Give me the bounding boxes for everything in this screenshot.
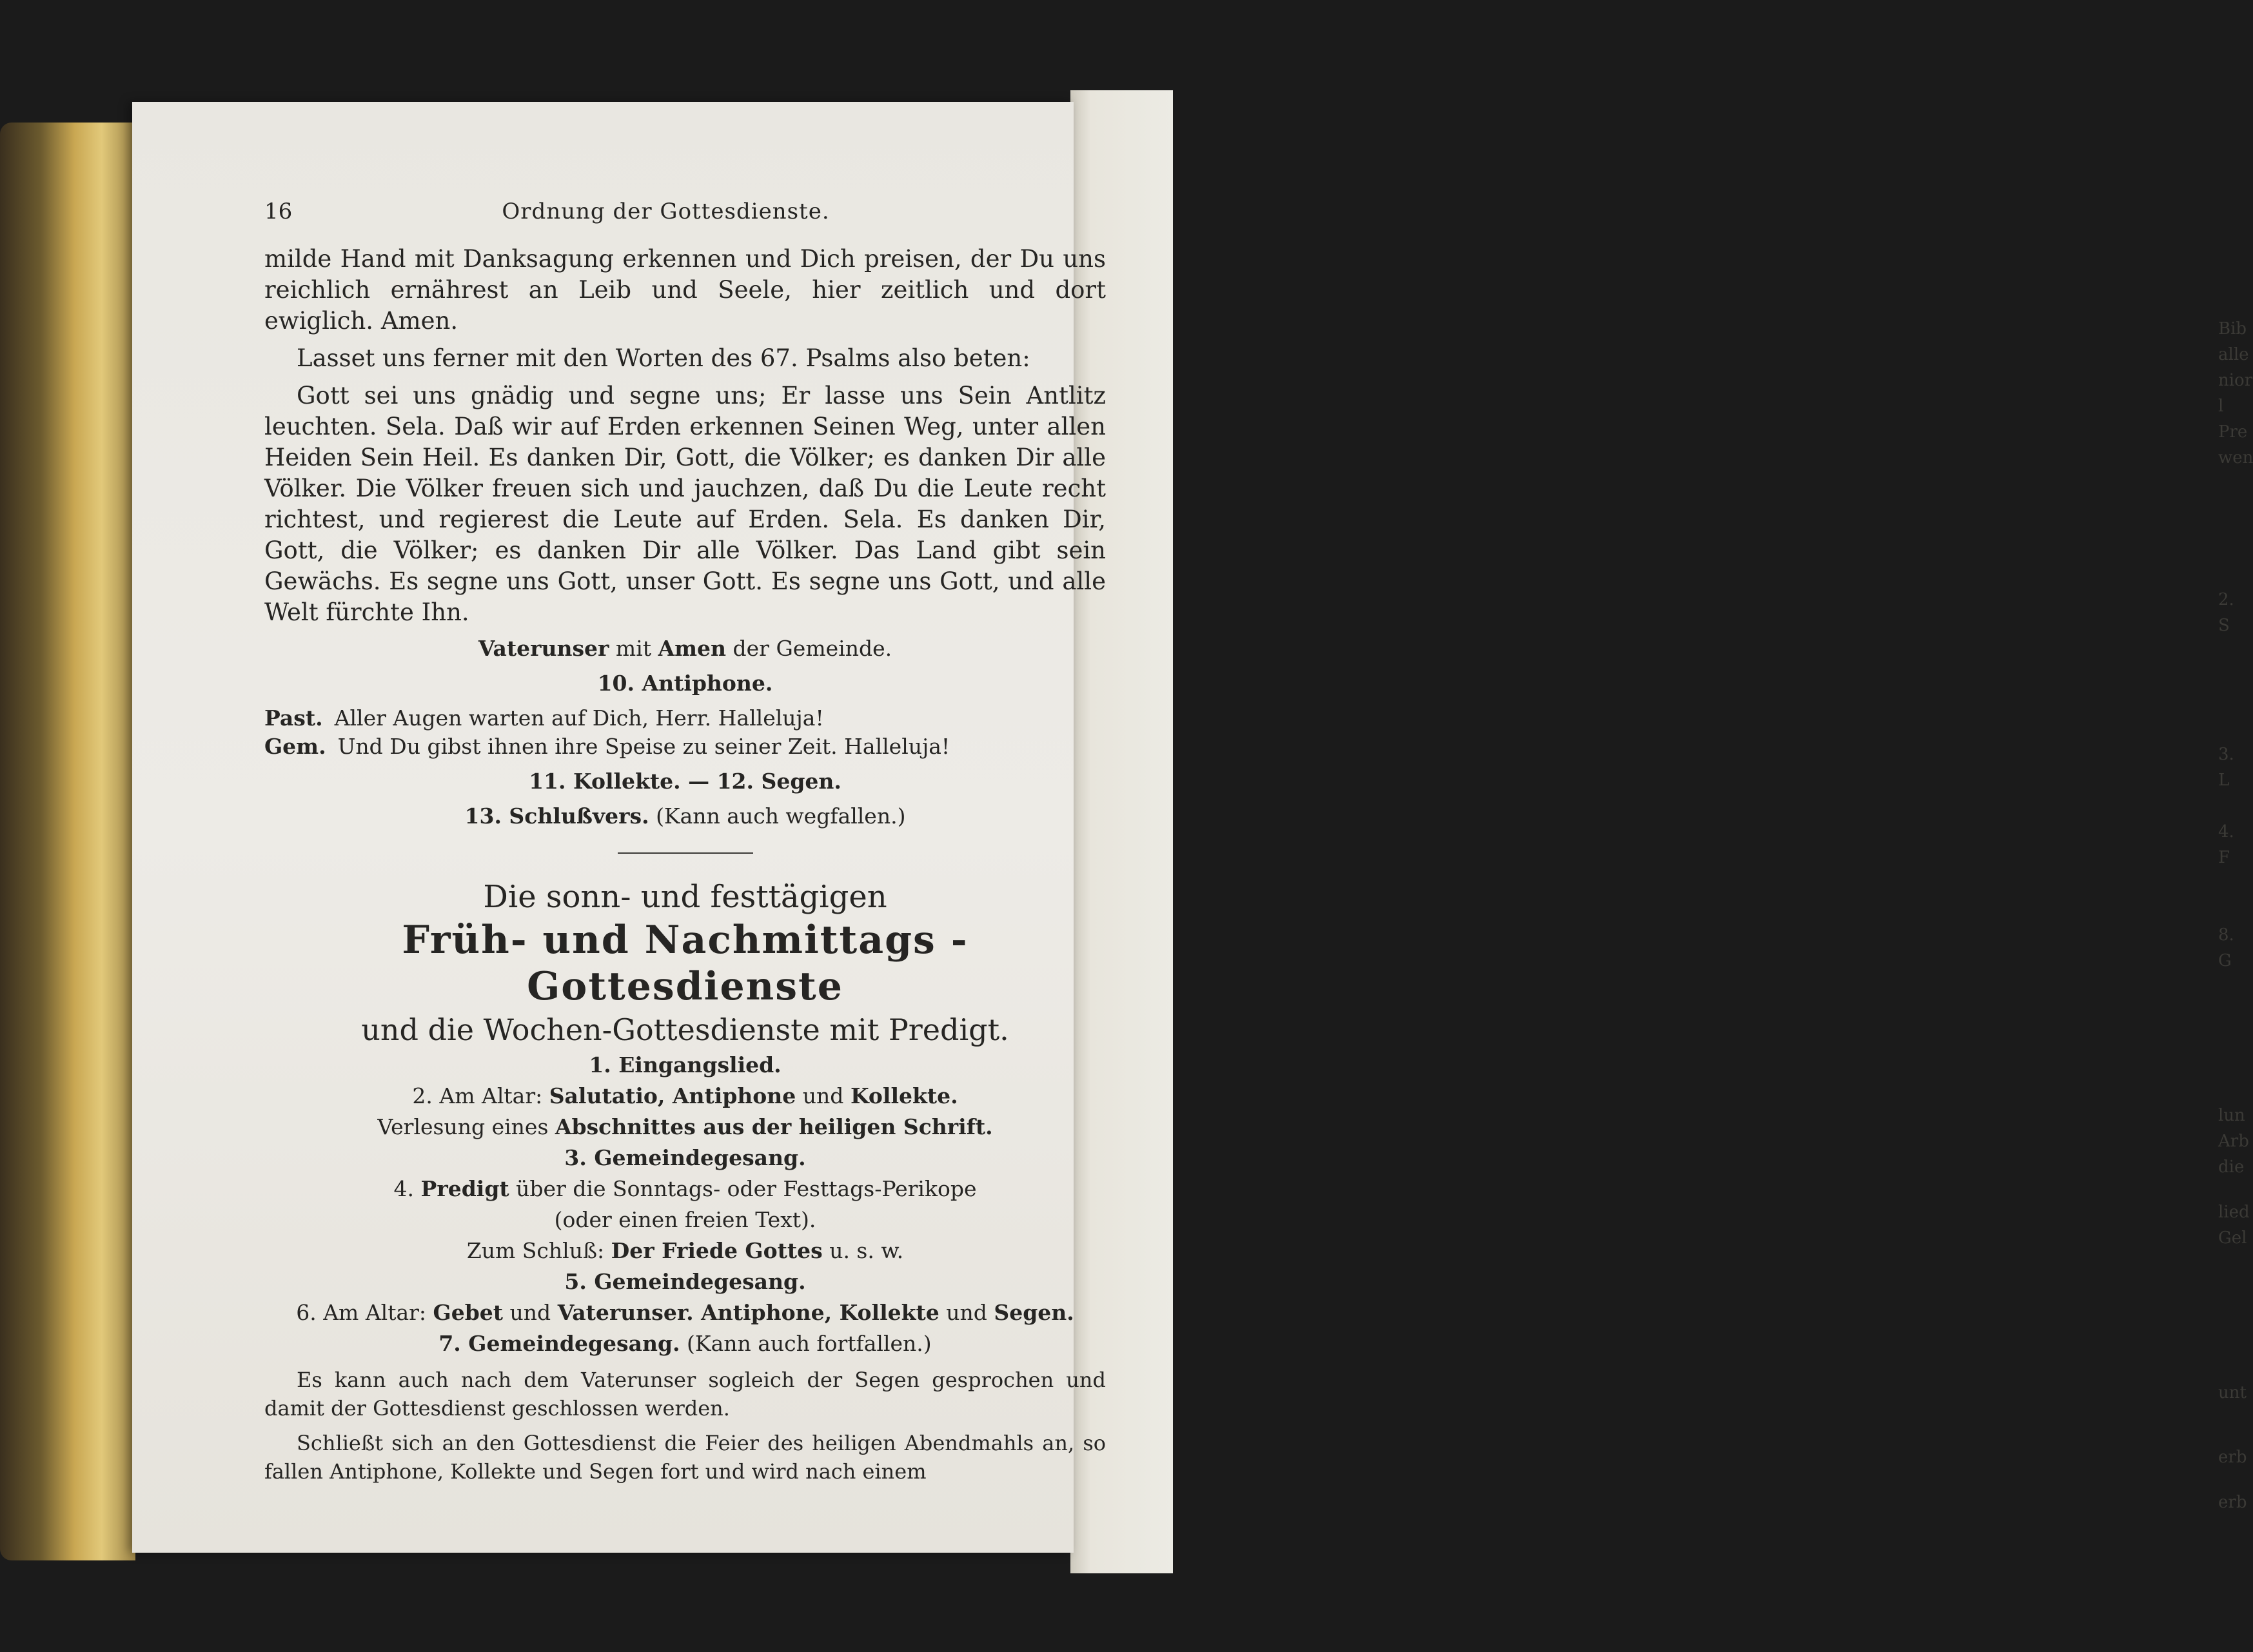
order-item-5: 5. Gemeindegesang. [564, 1269, 806, 1294]
order-item-7-note: (Kann auch fortfallen.) [687, 1331, 932, 1356]
order-item-6-a: Gebet [433, 1300, 504, 1325]
reading-prefix: Verlesung eines [377, 1114, 549, 1139]
facing-fragment: 4. F [2218, 822, 2234, 867]
closing-formula-bold: Der Friede Gottes [611, 1238, 823, 1263]
antiphone-heading: 10. Antiphone. [597, 671, 773, 696]
lords-prayer-label: Vaterunser [478, 636, 609, 661]
lords-prayer-end: der Gemeinde. [733, 636, 892, 661]
section-title-line-3: und die Wochen-Gottesdienste mit Predigt. [361, 1012, 1009, 1047]
order-item-7 [264, 1328, 1106, 1359]
order-item-2-reading [264, 1112, 1106, 1143]
pastor-line [264, 704, 1106, 733]
prayer-closing: milde Hand mit Danksagung erkennen und Dich preisen, der Du uns reichlich ernährest an Leib und Seele, hier zeitlich und dort ewiglich. Amen. [264, 245, 1106, 335]
facing-fragment: lied [2218, 1203, 2250, 1222]
facing-fragment: erb [2218, 1493, 2247, 1512]
order-item-6 [264, 1297, 1106, 1328]
congregation-role: Gem. [264, 734, 326, 759]
lords-prayer-mid: mit [615, 636, 652, 661]
facing-fragment: l [2218, 397, 2224, 416]
reading-text: Abschnittes aus der heiligen Schrift. [555, 1114, 993, 1139]
book-edge [0, 123, 135, 1560]
facing-fragment: unt [2218, 1383, 2247, 1402]
facing-fragment: 2. S [2218, 590, 2234, 635]
facing-page-text [2218, 316, 2253, 1515]
order-item-6-und1: und [509, 1300, 551, 1325]
order-item-3: 3. Gemeindegesang. [564, 1145, 806, 1170]
facing-fragment: die [2218, 1157, 2245, 1177]
order-item-6-c: Segen. [994, 1300, 1074, 1325]
facing-fragment: nior [2218, 371, 2253, 390]
order-item-2-b: Kollekte. [850, 1083, 958, 1108]
congregation-line [264, 733, 1106, 761]
order-item-7-bold: 7. Gemeindegesang. [438, 1331, 680, 1356]
order-item-1: 1. Eingangslied. [589, 1052, 782, 1077]
lords-prayer-amen: Amen [658, 636, 727, 661]
order-item-2-a: Salutatio, Antiphone [549, 1083, 796, 1108]
closing-formula [264, 1235, 1106, 1266]
facing-fragment: alle [2218, 345, 2249, 364]
congregation-text: Und Du gibst ihnen ihre Speise zu seiner Zeit. Halleluja! [337, 734, 950, 759]
closing-formula-prefix: Zum Schluß: [466, 1238, 605, 1263]
section-title-line-2: Früh- und Nachmittags - Gottesdienste [402, 918, 969, 1009]
section-title-line-1: Die sonn- und festtägigen [483, 879, 887, 915]
order-item-4-rest: über die Sonntags- oder Festtags-Perikope [516, 1176, 977, 1201]
page-content [264, 199, 1106, 1486]
facing-fragment: Bib [2218, 319, 2247, 339]
order-item-6-und2: und [946, 1300, 987, 1325]
note-2: Schließt sich an den Gottesdienst die Feier des heiligen Abendmahls an, so fallen Antiphone, Kollekte und Segen fort und wird nach einem [264, 1431, 1106, 1484]
order-item-4 [264, 1174, 1106, 1205]
closing-verse-label: 13. Schlußvers. [464, 803, 649, 829]
note-1: Es kann auch nach dem Vaterunser sogleich der Segen gesprochen und damit der Gottesdienst geschlossen werden. [264, 1368, 1106, 1421]
order-item-4-line2: (oder einen freien Text). [554, 1207, 816, 1232]
order-item-2-und: und [802, 1083, 844, 1108]
psalm-invitation: Lasset uns ferner mit den Worten des 67. Psalms also beten: [297, 344, 1030, 372]
section-divider [618, 852, 753, 854]
facing-fragment: erb [2218, 1448, 2247, 1467]
order-item-2-prefix: 2. Am Altar: [412, 1083, 543, 1108]
page-number: 16 [264, 199, 293, 224]
order-item-4-prefix: 4. [393, 1176, 415, 1201]
lords-prayer-line [264, 634, 1106, 663]
facing-fragment: Pre [2218, 422, 2248, 442]
collect-blessing-line: 11. Kollekte. — 12. Segen. [529, 769, 841, 794]
closing-verse-note: (Kann auch wegfallen.) [656, 803, 906, 829]
pastor-role: Past. [264, 705, 323, 731]
running-head: Ordnung der Gottesdienste. [502, 199, 830, 224]
facing-fragment: 3. L [2218, 745, 2234, 790]
facing-fragment: Arb [2218, 1132, 2249, 1151]
facing-fragment: lun [2218, 1106, 2245, 1125]
closing-formula-rest: u. s. w. [829, 1238, 904, 1263]
order-item-6-b: Vaterunser. Antiphone, Kollekte [557, 1300, 940, 1325]
pastor-text: Aller Augen warten auf Dich, Herr. Halleluja! [334, 705, 824, 731]
book-page [132, 102, 1106, 1553]
order-item-4-bold: Predigt [420, 1176, 509, 1201]
facing-fragment: 8. G [2218, 925, 2234, 970]
order-item-2 [264, 1081, 1106, 1112]
facing-fragment: wen [2218, 448, 2253, 467]
facing-fragment: Gel [2218, 1228, 2247, 1248]
order-item-6-prefix: 6. Am Altar: [296, 1300, 427, 1325]
page-header [264, 199, 1106, 237]
psalm-67-text: Gott sei uns gnädig und segne uns; Er lasse uns Sein Antlitz leuchten. Sela. Daß wir auf Erden erkennen Seinen Weg, unter allen Heiden Sein Heil. Es danken Dir, Gott, die Völker; es danken Dir alle Völker. Die Völker freuen sich und jauchzen, daß Du die Leute recht richtest, und regierest die Leute auf Erden. Sela. Es danken Dir, Gott, die Völker; es danken Dir alle Völker. Das Land gibt sein Gewächs. Es segne uns Gott, unser Gott. Es segne uns Gott, und alle Welt fürchte Ihn. [264, 382, 1106, 626]
closing-verse-line [264, 802, 1106, 831]
